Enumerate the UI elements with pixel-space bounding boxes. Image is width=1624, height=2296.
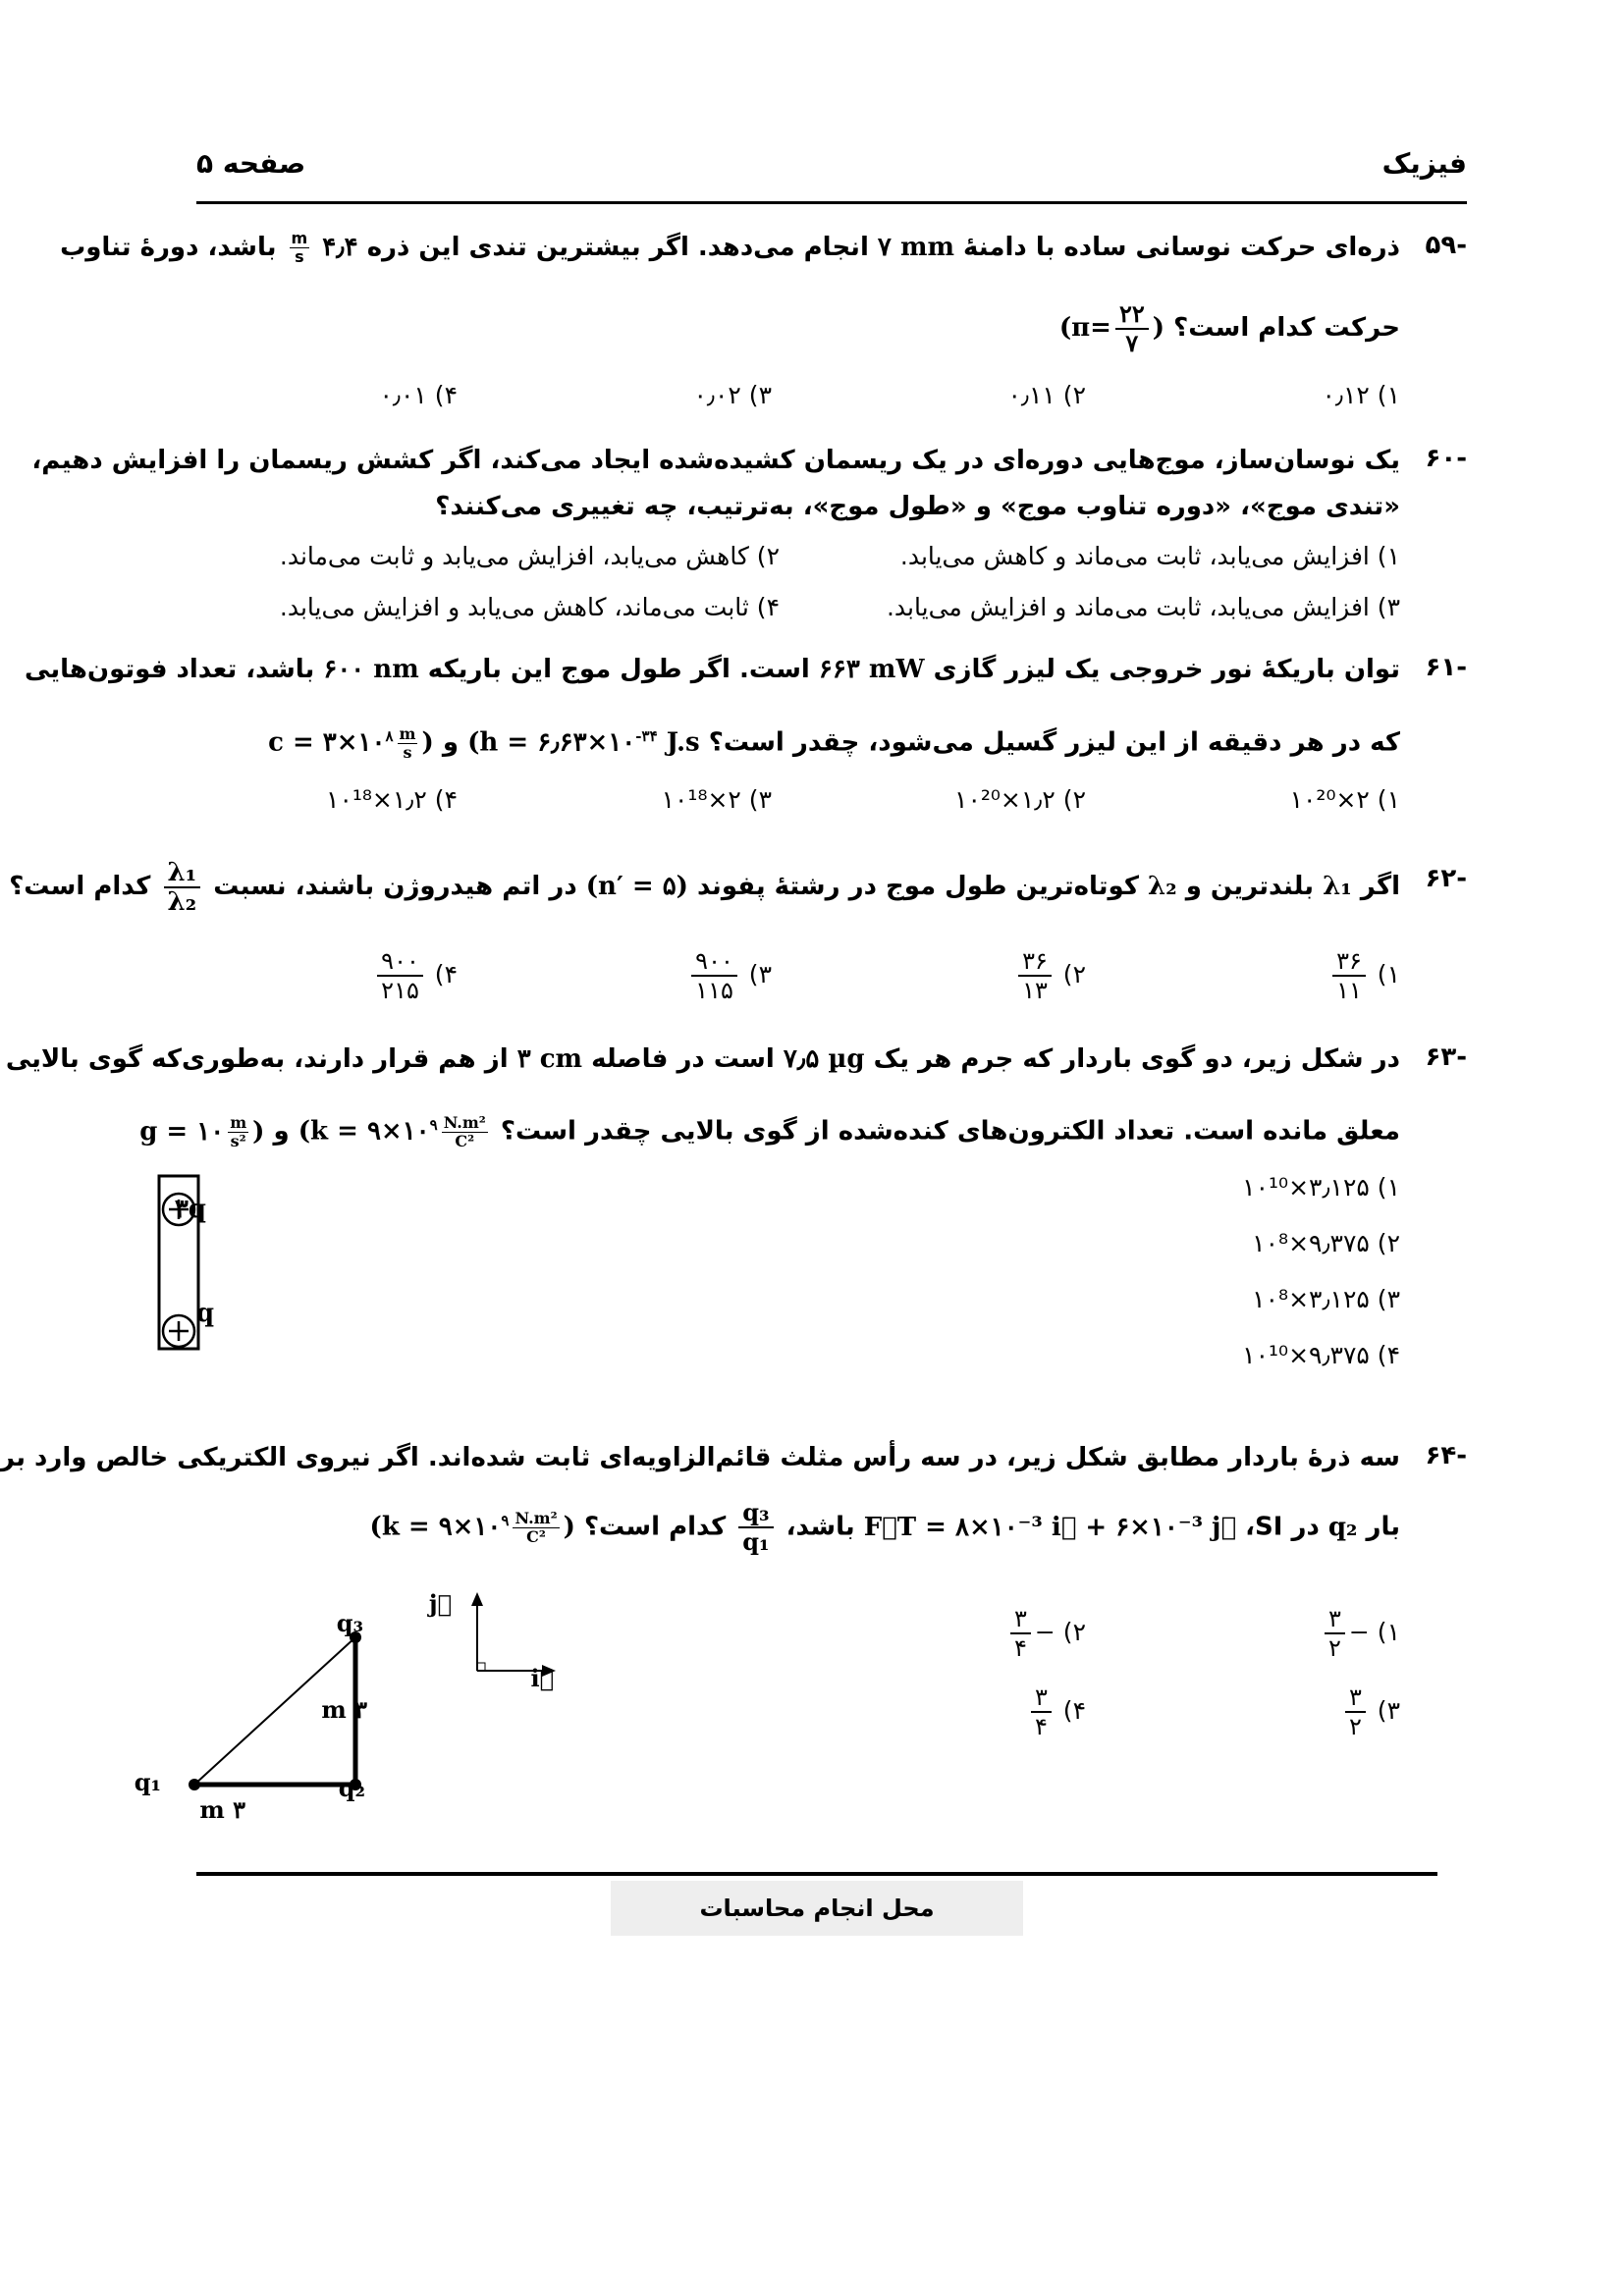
- footer-rule: [196, 1872, 1437, 1876]
- q61-line1: توان باریکهٔ نور خروجی یک لیزر گازی ۶۶۳ mW است. اگر طول موج این باریکه ۶۰۰ nm باشد، تعداد فوتون‌هایی: [25, 655, 1400, 684]
- q62-option-3[interactable]: ۳) $\frac{۹۰۰}{۱۱۵}$: [687, 947, 772, 1004]
- q62-number: -۶۲: [1425, 864, 1467, 893]
- q59-number: -۵۹: [1425, 231, 1467, 260]
- q61-line2: که در هر دقیقه از این لیزر گسیل می‌شود، چقدر است؟ ($h = ۶٫۶۳\times ۱۰^{-۳۴}$ J.s و $c = ۳\times ۱۰^۸$ $\frac{m}{s}$ ): [268, 724, 1400, 763]
- q62-line1: اگر λ₁ بلندترین و λ₂ کوتاه‌ترین طول موج در رشتهٔ پفوند (n′ = ۵) در اتم هیدروژن باشند، نسبت $\frac{\text{λ₁}}{\text{λ₂}}$ کدام است؟: [9, 857, 1400, 917]
- q59-line1: ذره‌ای حرکت نوسانی ساده با دامنهٔ ۷ mm انجام می‌دهد. اگر بیشترین تندی این ذره ۴٫۴ $\frac{m}{s}$ باشد، دورهٔ تناوب: [60, 229, 1400, 266]
- calculation-area-label: محل انجام محاسبات: [611, 1881, 1023, 1936]
- q63-option-3[interactable]: ۳) ۳٫۱۲۵×۱۰⁸: [1252, 1285, 1400, 1313]
- q60-line1: یک نوسان‌ساز، موج‌هایی دوره‌ای در یک ریسمان کشیده‌شده ایجاد می‌کند، اگر کشش ریسمان را افزایش دهیم،: [31, 446, 1400, 475]
- q60-number: -۶۰: [1425, 444, 1467, 473]
- page-number: صفحه ۵: [196, 147, 306, 180]
- q59-line2: حرکت کدام است؟ (π= $\frac{۲۲}{۷}$ ): [1058, 299, 1400, 357]
- q64-right-angle-mark: [477, 1663, 485, 1671]
- q63-option-1[interactable]: ۱) ۳٫۱۲۵×۱۰¹⁰: [1242, 1173, 1400, 1201]
- q63-bottom-charge-label: q: [195, 1299, 214, 1328]
- q64-q2-label: q₂: [338, 1774, 365, 1802]
- q63-number: -۶۳: [1425, 1042, 1467, 1072]
- q64-line1: سه ذرهٔ باردار مطابق شکل زیر، در سه رأس مثلث قائم‌الزاویه‌ای ثابت شده‌اند. اگر نیروی الکتریکی خالص وارد بر: [0, 1443, 1400, 1472]
- q63-line2: معلق مانده است. تعداد الکترون‌های کنده‌شده از گوی بالایی چقدر است؟ ($k = ۹\times ۱۰^۹$ $\frac{\text{N.m²}}{\text{C²}}$ و g = ۱۰ $\frac{m}{\text{s²}}$ ): [139, 1113, 1400, 1151]
- q64-side-v-label: ۳ m: [321, 1695, 367, 1724]
- q64-q1-label: q₁: [134, 1768, 161, 1796]
- q62-option-2[interactable]: ۲) $\frac{۳۶}{۱۳}$: [1014, 947, 1086, 1004]
- q60-option-4[interactable]: ۴) ثابت می‌ماند، کاهش می‌یابد و افزایش می‌یابد.: [279, 593, 780, 621]
- q61-option-1[interactable]: ۱) ۲×۱۰²⁰: [1289, 785, 1400, 814]
- q64-number: -۶۴: [1425, 1441, 1467, 1470]
- q62-option-1[interactable]: ۱) $\frac{۳۶}{۱۱}$: [1328, 947, 1400, 1004]
- q63-figure: [147, 1168, 265, 1364]
- q64-j-arrowhead: [471, 1592, 483, 1606]
- q60-line2: «تندی موج»، «دوره تناوب موج» و «طول موج»، به‌ترتیب، چه تغییری می‌کنند؟: [435, 492, 1400, 521]
- q62-ratio: $\frac{\text{λ₁}}{\text{λ₂}}$: [164, 859, 201, 916]
- q61-number: -۶۱: [1425, 653, 1467, 682]
- q61-option-4[interactable]: ۴) ۱٫۲×۱۰¹⁸: [326, 785, 458, 814]
- q59-option-4[interactable]: ۴) ۰٫۰۱: [379, 381, 458, 409]
- q60-option-2[interactable]: ۲) کاهش می‌یابد، افزایش می‌یابد و ثابت می‌ماند.: [279, 542, 780, 570]
- q64-line2: بار q₂ در SI، F⃗T = ۸×۱۰⁻³ i⃗ + ۶×۱۰⁻³ j⃗ باشد، $\frac{\text{q₃}}{\text{q₁}}$ کدام است؟ ($k = ۹\times ۱۰^۹$ $\frac{\text{N.m²}}{\text{C²}}$ ): [369, 1498, 1400, 1557]
- q60-option-1[interactable]: ۱) افزایش می‌یابد، ثابت می‌ماند و کاهش می‌یابد.: [899, 542, 1400, 570]
- q63-top-charge-label: ۳q: [174, 1195, 206, 1224]
- q64-i-label: i⃗: [530, 1664, 554, 1692]
- q63-option-2[interactable]: ۲) ۹٫۳۷۵×۱۰⁸: [1252, 1229, 1400, 1257]
- q61-option-2[interactable]: ۲) ۱٫۲×۱۰²⁰: [954, 785, 1086, 814]
- q63-line1: در شکل زیر، دو گوی باردار که جرم هر یک ۷٫۵ µg است در فاصله ۳ cm از هم قرار دارند، به‌طوری‌که گوی بالایی: [5, 1044, 1400, 1074]
- q59-speed-unit: $\frac{m}{s}$: [291, 229, 308, 266]
- q60-option-3[interactable]: ۳) افزایش می‌یابد، ثابت می‌ماند و افزایش می‌یابد.: [886, 593, 1400, 621]
- q59-option-1[interactable]: ۱) ۰٫۱۲: [1322, 381, 1400, 409]
- q63-option-4[interactable]: ۴) ۹٫۳۷۵×۱۰¹⁰: [1242, 1341, 1400, 1369]
- q64-side-h-label: ۳ m: [199, 1795, 245, 1824]
- q62-option-4[interactable]: ۴) $\frac{۹۰۰}{۲۱۵}$: [373, 947, 458, 1004]
- q61-option-3[interactable]: ۳) ۲×۱۰¹⁸: [661, 785, 772, 814]
- q64-option-4[interactable]: ۴) $\frac{۳}{۴}$: [1027, 1683, 1086, 1740]
- subject-title: فیزیک: [1381, 147, 1467, 180]
- q64-j-label: j⃗: [428, 1589, 452, 1618]
- header-rule: [196, 201, 1467, 204]
- q59-option-2[interactable]: ۲) ۰٫۱۱: [1007, 381, 1086, 409]
- q64-option-1[interactable]: ۱) − $\frac{۳}{۲}$: [1321, 1605, 1400, 1662]
- q64-q3-label: q₃: [336, 1609, 363, 1637]
- q64-option-2[interactable]: ۲) − $\frac{۳}{۴}$: [1006, 1605, 1086, 1662]
- q64-figure: [134, 1571, 619, 1836]
- q59-option-3[interactable]: ۳) ۰٫۰۲: [693, 381, 772, 409]
- q64-q1-dot: [189, 1779, 200, 1790]
- q64-option-3[interactable]: ۳) $\frac{۳}{۲}$: [1341, 1683, 1400, 1740]
